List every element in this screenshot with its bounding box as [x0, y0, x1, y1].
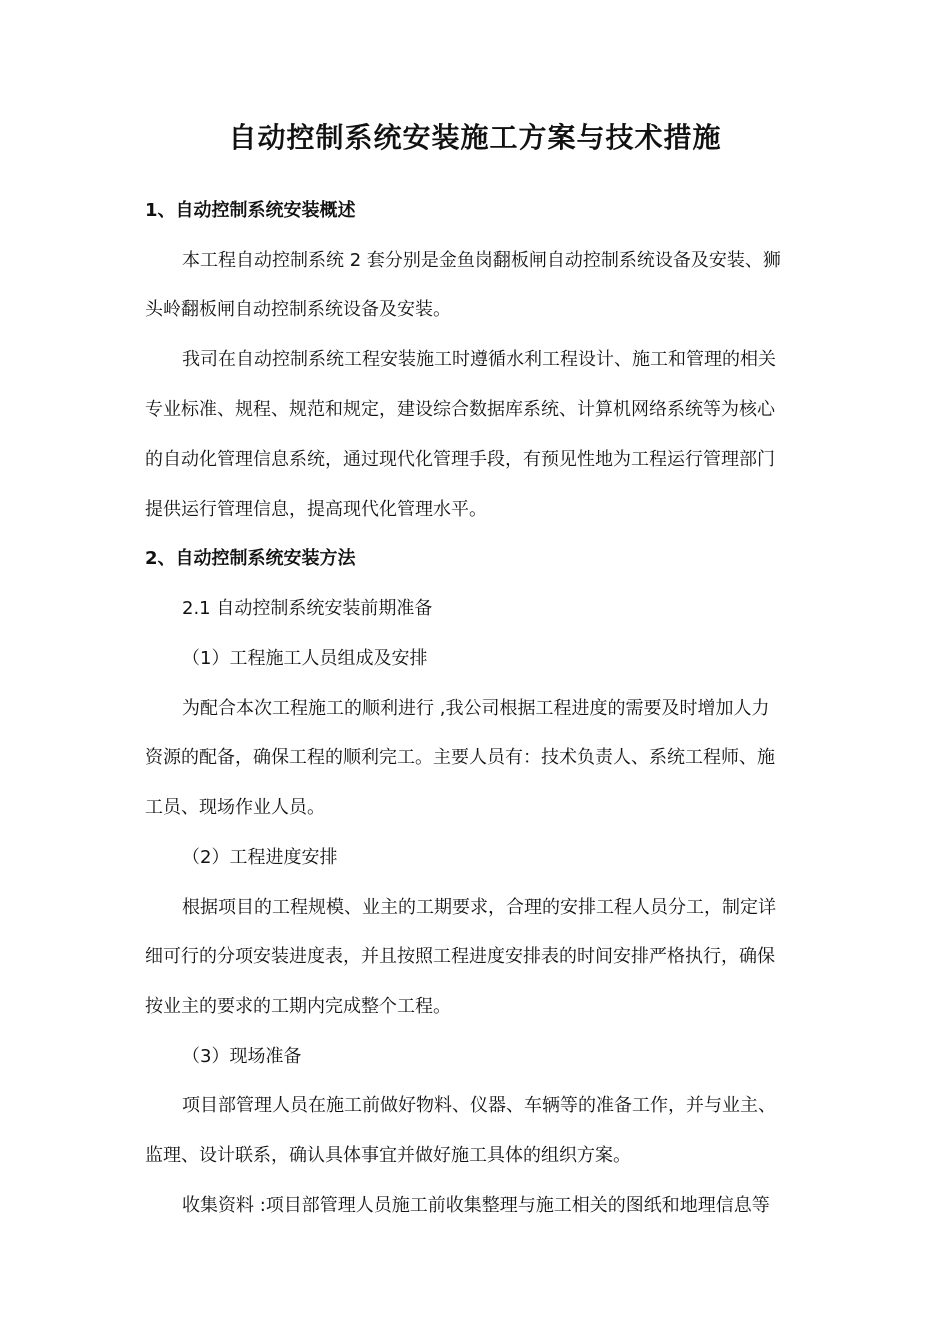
section-heading-1: 1、自动控制系统安装概述	[145, 200, 356, 221]
paragraph-line: 本工程自动控制系统 2 套分别是金鱼岗翻板闸自动控制系统设备及安装、狮	[182, 250, 781, 271]
paragraph-line: 为配合本次工程施工的顺利进行 ,我公司根据工程进度的需要及时增加人力	[182, 698, 770, 719]
paragraph-line: 监理、设计联系，确认具体事宜并做好施工具体的组织方案。	[145, 1145, 631, 1166]
paragraph-line: 资源的配备，确保工程的顺利完工。主要人员有：技术负责人、系统工程师、施	[145, 747, 775, 768]
paragraph-line: 收集资料 :项目部管理人员施工前收集整理与施工相关的图纸和地理信息等	[182, 1195, 770, 1216]
item-heading: （3）现场准备	[182, 1046, 302, 1067]
paragraph-line: 的自动化管理信息系统，通过现代化管理手段，有预见性地为工程运行管理部门	[145, 449, 775, 470]
paragraph-line: 按业主的要求的工期内完成整个工程。	[145, 996, 451, 1017]
paragraph-line: 专业标准、规程、规范和规定，建设综合数据库系统、计算机网络系统等为核心	[145, 399, 775, 420]
paragraph-line: 头岭翻板闸自动控制系统设备及安装。	[145, 299, 451, 320]
paragraph-line: 细可行的分项安装进度表，并且按照工程进度安排表的时间安排严格执行，确保	[145, 946, 775, 967]
item-heading: （1）工程施工人员组成及安排	[182, 648, 428, 669]
subsection-heading: 2.1 自动控制系统安装前期准备	[182, 598, 433, 619]
section-heading-2: 2、自动控制系统安装方法	[145, 548, 356, 569]
paragraph-line: 我司在自动控制系统工程安装施工时遵循水利工程设计、施工和管理的相关	[182, 349, 776, 370]
document-title: 自动控制系统安装施工方案与技术措施	[228, 121, 722, 154]
item-heading: （2）工程进度安排	[182, 847, 338, 868]
paragraph-line: 提供运行管理信息，提高现代化管理水平。	[145, 499, 487, 520]
paragraph-line: 工员、现场作业人员。	[145, 797, 325, 818]
paragraph-line: 根据项目的工程规模、业主的工期要求，合理的安排工程人员分工，制定详	[182, 897, 776, 918]
paragraph-line: 项目部管理人员在施工前做好物料、仪器、车辆等的准备工作，并与业主、	[182, 1095, 776, 1116]
